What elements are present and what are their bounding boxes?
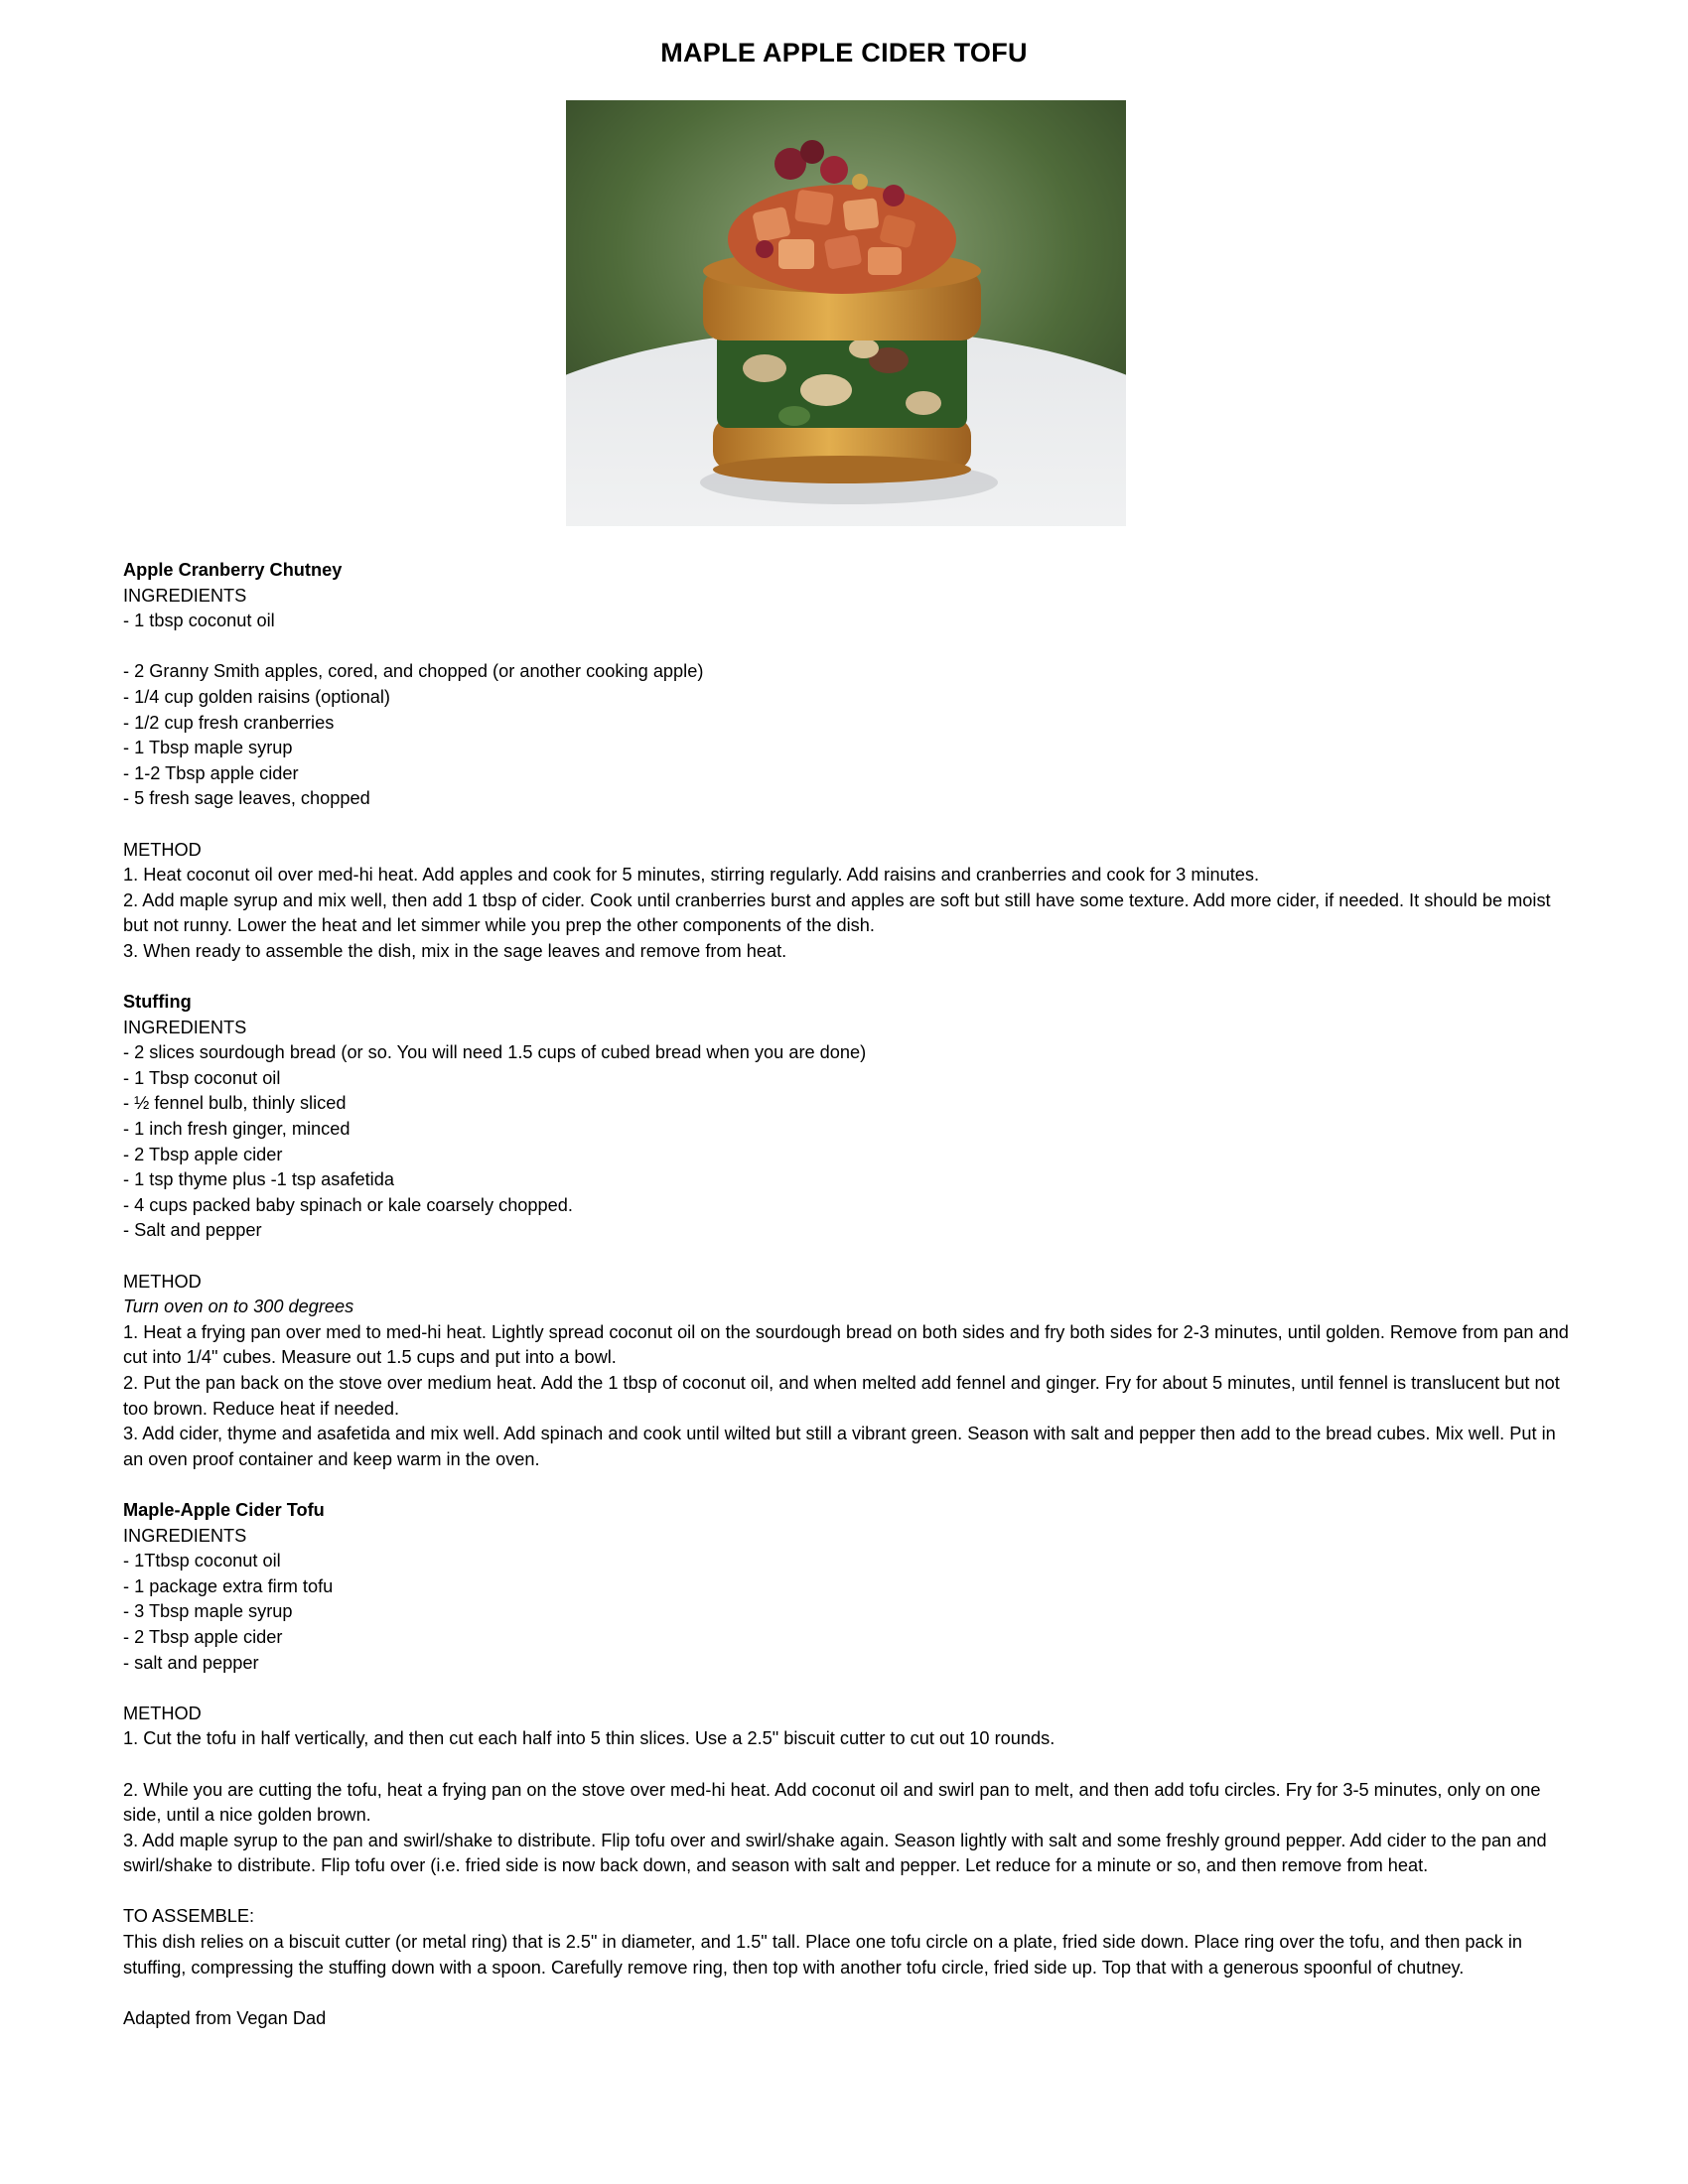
stuffing-heading: Stuffing (123, 992, 192, 1013)
recipe-photo (566, 100, 1126, 526)
tofu-ingredient: - 3 Tbsp maple syrup (123, 1601, 293, 1622)
chutney-ingredient: - 2 Granny Smith apples, cored, and chopped (or another cooking apple) (123, 661, 704, 682)
chutney-method-step: 2. Add maple syrup and mix well, then add 1 tbsp of cider. Cook until cranberries burst and apples are soft but still have some texture. Add more cider, if needed. It should be moist but not runny. Lower the heat and let simmer while you prep the other components of the dish. (123, 889, 1551, 936)
tofu-method-step: 2. While you are cutting the tofu, heat a frying pan on the stove over med-hi heat. Add coconut oil and swirl pan to melt, and then add tofu circles. Fry for 3-5 minutes, only on one side, until a nice golden brown. (123, 1779, 1541, 1826)
oven-note: Turn oven on to 300 degrees (123, 1297, 354, 1317)
stuffing-ingredients-label: INGREDIENTS (123, 1017, 247, 1037)
chutney-method-step: 1. Heat coconut oil over med-hi heat. Add apples and cook for 5 minutes, stirring regularly. Add raisins and cranberries and cook for 3 minutes. (123, 865, 1260, 886)
chutney-ingredient: - 1/4 cup golden raisins (optional) (123, 686, 390, 707)
stuffing-method-step: 3. Add cider, thyme and asafetida and mix well. Add spinach and cook until wilted but still a vibrant green. Season with salt and pepper then add to the bread cubes. Mix well. Put in an oven proof container and keep warm in the oven. (123, 1424, 1556, 1469)
stuffing-ingredient: - 1 Tbsp coconut oil (123, 1067, 281, 1088)
stuffing-ingredient: - 1 inch fresh ginger, minced (123, 1119, 351, 1140)
recipe-photo-icon (566, 100, 1126, 526)
tofu-method-label: METHOD (123, 1703, 202, 1723)
recipe-content (123, 558, 1573, 2031)
stuffing-method-step: 1. Heat a frying pan over med to med-hi heat. Lightly spread coconut oil on the sourdough bread on both sides and fry both sides for 2-3 minutes, until golden. Remove from pan and cut into 1/4" cubes. Measure out 1.5 cups and put into a bowl. (123, 1321, 1569, 1368)
chutney-heading: Apple Cranberry Chutney (123, 560, 343, 580)
stuffing-method-label: METHOD (123, 1271, 202, 1292)
stuffing-ingredient: - 2 Tbsp apple cider (123, 1144, 283, 1164)
page-title: MAPLE APPLE CIDER TOFU (660, 38, 1028, 68)
tofu-method-step: 3. Add maple syrup to the pan and swirl/shake to distribute. Flip tofu over and swirl/shake again. Season lightly with salt and some freshly ground pepper. Add cider to the pan and swirl/shake to distribute. Flip tofu over (i.e. fried side is now back down, and season with salt and pepper. Let reduce for a minute or so, and then remove from heat. (123, 1830, 1547, 1876)
chutney-method-label: METHOD (123, 839, 202, 860)
tofu-ingredients-label: INGREDIENTS (123, 1525, 247, 1546)
assemble-label: TO ASSEMBLE: (123, 1906, 255, 1927)
tofu-ingredient: - 1 package extra firm tofu (123, 1575, 334, 1596)
stuffing-ingredient: - 1 tsp thyme plus -1 tsp asafetida (123, 1169, 394, 1190)
chutney-ingredient: - 1/2 cup fresh cranberries (123, 712, 335, 733)
credit-line: Adapted from Vegan Dad (123, 2007, 327, 2028)
chutney-ingredient: - 1 tbsp coconut oil (123, 611, 275, 631)
chutney-ingredient: - 1 Tbsp maple syrup (123, 738, 293, 758)
chutney-ingredients-label: INGREDIENTS (123, 585, 247, 606)
assemble-text: This dish relies on a biscuit cutter (or metal ring) that is 2.5" in diameter, and 1.5" tall. Place one tofu circle on a plate, fried side down. Place ring over the tofu, and then pack in stuffing, compressing the stuffing down with a spoon. Carefully remove ring, then top with another tofu circle, fried side up. Top that with a generous spoonful of chutney. (123, 1932, 1523, 1978)
chutney-ingredient: - 1-2 Tbsp apple cider (123, 762, 299, 783)
tofu-method-step: 1. Cut the tofu in half vertically, and then cut each half into 5 thin slices. Use a 2.5" biscuit cutter to cut out 10 rounds. (123, 1728, 1055, 1749)
stuffing-ingredient: - ½ fennel bulb, thinly sliced (123, 1093, 347, 1114)
stuffing-ingredient: - 2 slices sourdough bread (or so. You will need 1.5 cups of cubed bread when you are done) (123, 1042, 867, 1063)
tofu-ingredient: - salt and pepper (123, 1652, 259, 1673)
stuffing-method-step: 2. Put the pan back on the stove over medium heat. Add the 1 tbsp of coconut oil, and when melted add fennel and ginger. Fry for about 5 minutes, until fennel is translucent but not too brown. Reduce heat if needed. (123, 1373, 1560, 1419)
chutney-method-step: 3. When ready to assemble the dish, mix in the sage leaves and remove from heat. (123, 940, 787, 961)
tofu-ingredient: - 2 Tbsp apple cider (123, 1626, 283, 1647)
tofu-ingredient: - 1Ttbsp coconut oil (123, 1551, 281, 1571)
stuffing-ingredient: - Salt and pepper (123, 1220, 262, 1241)
chutney-ingredient: - 5 fresh sage leaves, chopped (123, 788, 370, 809)
stuffing-ingredient: - 4 cups packed baby spinach or kale coarsely chopped. (123, 1194, 573, 1215)
tofu-heading: Maple-Apple Cider Tofu (123, 1499, 325, 1520)
